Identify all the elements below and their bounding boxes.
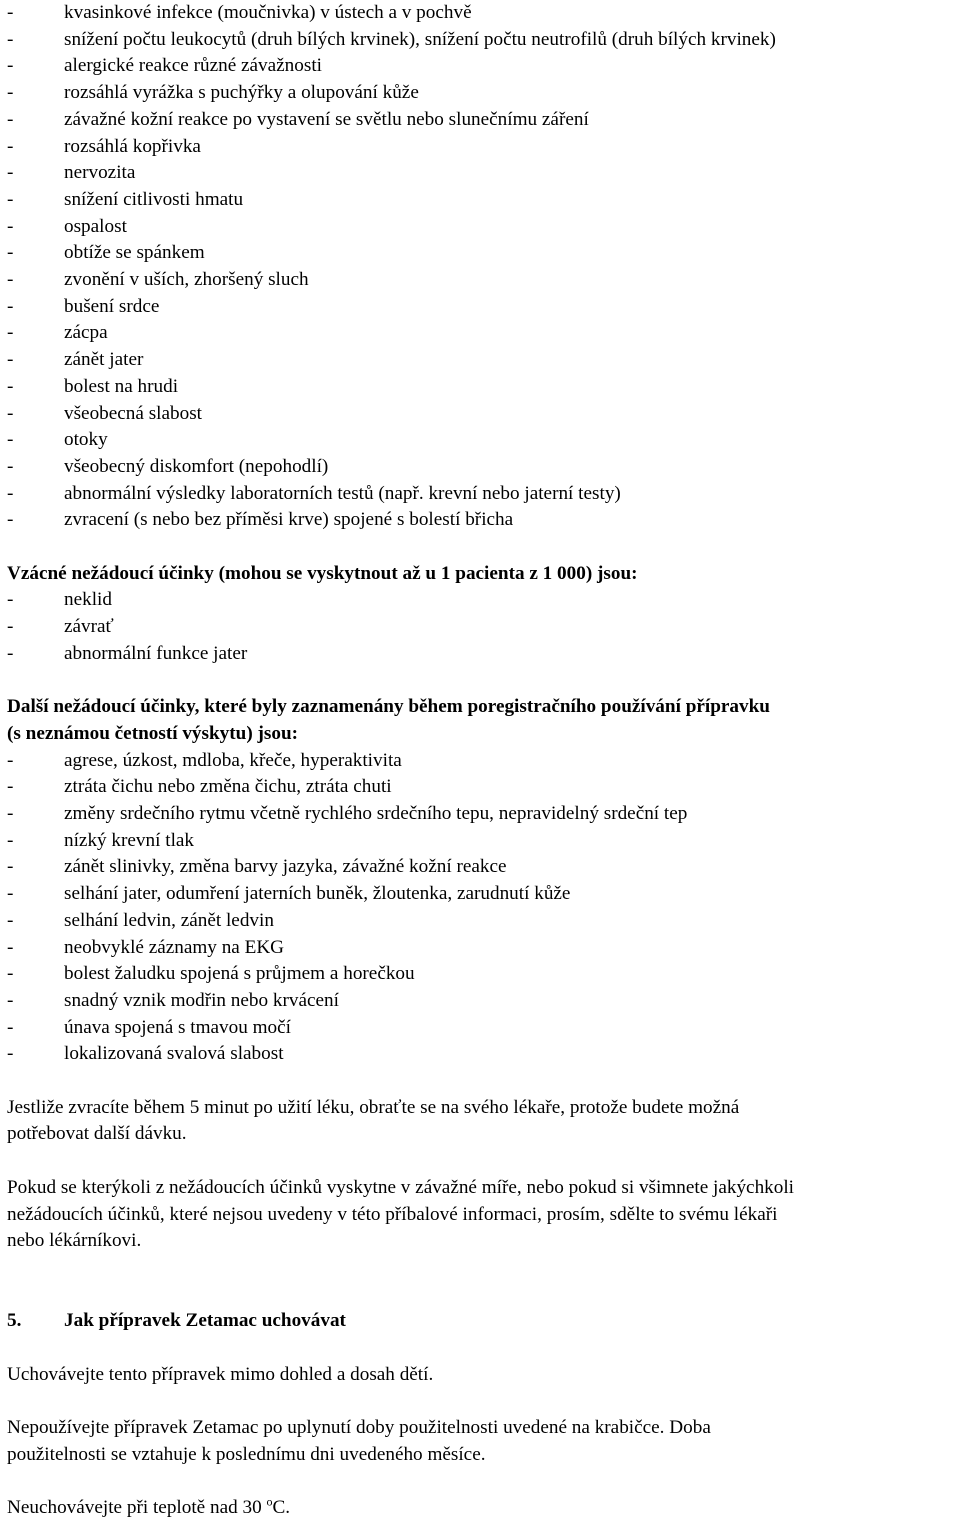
- expiry-paragraph: [7, 1415, 960, 1468]
- list-item: - změny srdečního rytmu včetně rychlého srdečního tepu, nepravidelný srdeční tep: [7, 803, 688, 825]
- spacer: [7, 668, 960, 695]
- spacer: [7, 1335, 960, 1362]
- paragraph-line: Pokud se kterýkoli z nežádoucích účinků vyskytne v závažné míře, nebo pokud si všimnete jakýchkoli: [7, 1176, 795, 1198]
- degree-superscript: o: [266, 1494, 273, 1509]
- list-item: - nervozita: [7, 162, 136, 184]
- list-item: - agrese, úzkost, mdloba, křeče, hyperaktivita: [7, 749, 402, 771]
- postmarketing-heading: [7, 694, 960, 747]
- list-item: - bolest žaludku spojená s průjmem a horečkou: [7, 963, 415, 985]
- leaflet-page: [7, 0, 960, 1522]
- list-item: - abnormální funkce jater: [7, 642, 248, 664]
- list-item: - selhání jater, odumření jaterních buněk, žloutenka, zarudnutí kůže: [7, 883, 571, 905]
- list-item: - všeobecný diskomfort (nepohodlí): [7, 455, 329, 477]
- temperature-text: Neuchovávejte při teplotě nad 30: [7, 1497, 267, 1519]
- paragraph-line: použitelnosti se vztahuje k poslednímu dni uvedeného měsíce.: [7, 1443, 486, 1465]
- list-item: - kvasinkové infekce (moučnivka) v ústech a v pochvě: [7, 2, 472, 23]
- postmarketing-effects-list: [7, 748, 960, 1068]
- paragraph-line: Nepoužívejte přípravek Zetamac po uplynutí doby použitelnosti uvedené na krabičce. Doba: [7, 1417, 711, 1439]
- list-item: - snížení počtu leukocytů (druh bílých krvinek), snížení počtu neutrofilů (druh bílých krvinek): [7, 28, 776, 50]
- vomit-note-paragraph: [7, 1095, 960, 1148]
- list-item: - bušení srdce: [7, 295, 160, 317]
- common-effects-list: [7, 0, 960, 534]
- rare-effects-heading: Vzácné nežádoucí účinky (mohou se vyskytnout až u 1 pacienta z 1 000) jsou:: [7, 562, 638, 584]
- postmarketing-heading-line: Další nežádoucí účinky, které byly zaznamenány během poregistračního používání přípravku: [7, 696, 770, 718]
- list-item: - zánět jater: [7, 349, 144, 371]
- paragraph-line: nebo lékárníkovi.: [7, 1230, 142, 1252]
- paragraph-line: potřebovat další dávku.: [7, 1123, 187, 1145]
- section-title-text: Jak přípravek Zetamac uchovávat: [64, 1310, 346, 1332]
- list-item: - lokalizovaná svalová slabost: [7, 1043, 284, 1065]
- list-item: - selhání ledvin, zánět ledvin: [7, 909, 274, 931]
- list-item: - všeobecná slabost: [7, 402, 203, 424]
- list-item: - únava spojená s tmavou močí: [7, 1016, 291, 1038]
- list-item: - obtíže se spánkem: [7, 242, 205, 264]
- list-item: - zánět slinivky, změna barvy jazyka, závažné kožní reakce: [7, 856, 507, 878]
- section-5-title: [7, 1308, 960, 1335]
- spacer: [7, 1469, 960, 1496]
- postmarketing-heading-line: (s neznámou četností výskytu) jsou:: [7, 722, 299, 744]
- report-note-paragraph: [7, 1175, 960, 1255]
- rare-effects-list: [7, 587, 960, 667]
- list-item: - rozsáhlá kopřivka: [7, 135, 201, 157]
- list-item: - otoky: [7, 429, 108, 451]
- temperature-unit: C.: [272, 1497, 291, 1519]
- spacer: [7, 1255, 960, 1308]
- list-item: - ztráta čichu nebo změna čichu, ztráta chuti: [7, 776, 392, 798]
- list-item: - bolest na hrudi: [7, 375, 179, 397]
- list-item: - ospalost: [7, 215, 127, 237]
- list-item: - snadný vznik modřin nebo krvácení: [7, 989, 339, 1011]
- list-item: - alergické reakce různé závažnosti: [7, 55, 322, 77]
- list-item: - snížení citlivosti hmatu: [7, 188, 244, 210]
- list-item: - zvonění v uších, zhoršený sluch: [7, 269, 309, 291]
- list-item: - abnormální výsledky laboratorních testů (např. krevní nebo jaterní testy): [7, 482, 621, 504]
- spacer: [7, 1388, 960, 1415]
- spacer: [7, 1068, 960, 1095]
- spacer: [7, 1148, 960, 1175]
- paragraph-line: nežádoucích účinků, které nejsou uvedeny v této příbalové informaci, prosím, sdělte to svému lékaři: [7, 1203, 778, 1225]
- spacer: [7, 534, 960, 561]
- temperature-paragraph: [7, 1495, 960, 1522]
- list-item: - neobvyklé záznamy na EKG: [7, 936, 285, 958]
- section-number: 5.: [7, 1310, 22, 1332]
- list-item: - rozsáhlá vyrážka s puchýřky a olupování kůže: [7, 82, 419, 104]
- list-item: - zvracení (s nebo bez příměsi krve) spojené s bolestí břicha: [7, 509, 514, 531]
- list-item: - nízký krevní tlak: [7, 829, 195, 851]
- list-item: - závrať: [7, 616, 114, 638]
- storage-children-paragraph: Uchovávejte tento přípravek mimo dohled a dosah dětí.: [7, 1363, 434, 1385]
- list-item: - zácpa: [7, 322, 108, 344]
- list-item: - závažné kožní reakce po vystavení se světlu nebo slunečnímu záření: [7, 108, 589, 130]
- paragraph-line: Jestliže zvracíte během 5 minut po užití léku, obraťte se na svého lékaře, protože budete možná: [7, 1096, 740, 1118]
- list-item: - neklid: [7, 589, 112, 611]
